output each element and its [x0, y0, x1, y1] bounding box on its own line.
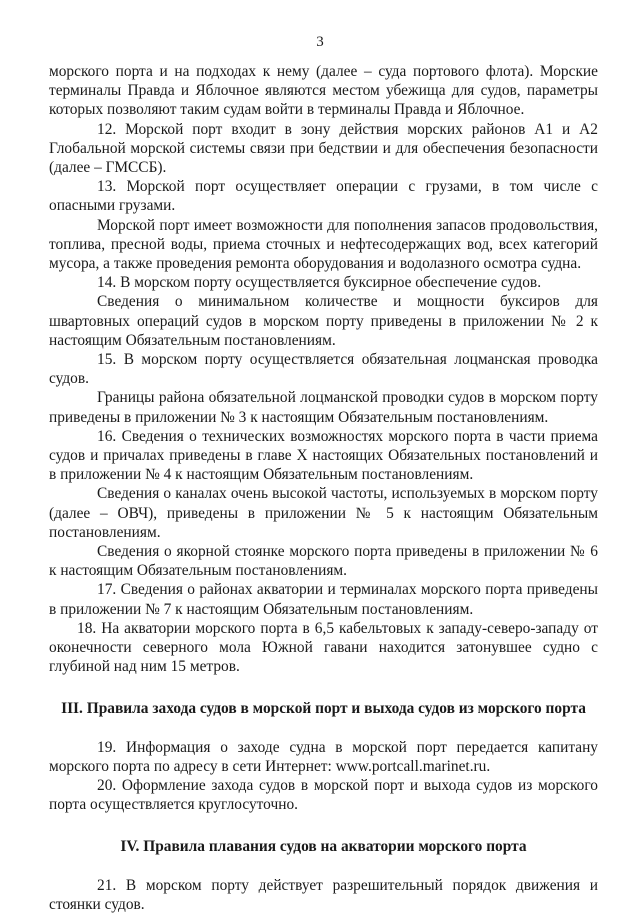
- paragraph-18: 18. На акватории морского порта в 6,5 кабельтовых к западу-северо-западу от оконечности северного мола Южной гавани находится затонувшее судно с глубиной над ним 15 метров.: [49, 619, 598, 676]
- paragraph-20: 20. Оформление захода судов в морской порт и выхода судов из морского порта осуществляется круглосуточно.: [49, 777, 598, 814]
- paragraph-16-vhf: Сведения о каналах очень высокой частоты, используемых в морском порту (далее – ОВЧ), приведены в приложении № 5 к настоящим Обязательным постановлениям.: [49, 485, 598, 541]
- paragraph-16: 16. Сведения о технических возможностях морского порта в части приема судов и причалах приведены в главе X настоящих Обязательных постановлений и в приложении № 4 к настоящим Обязательным постановлениям.: [49, 427, 598, 484]
- paragraph-15-pilotage: Границы района обязательной лоцманской проводки судов в морском порту приведены в приложении № 3 к настоящим Обязательным постановлениям.: [49, 389, 598, 426]
- paragraph-21: 21. В морском порту действует разрешительный порядок движения и стоянки судов.: [49, 876, 598, 913]
- section-heading-3: III. Правила захода судов в морской порт и выхода судов из морского порта: [61, 699, 586, 717]
- paragraph-16-anchorage: Сведения о якорной стоянке морского порта приведены в приложении № 6 к настоящим Обязательным постановлениям.: [49, 543, 598, 580]
- page-number: 3: [316, 34, 324, 50]
- paragraph-12: 12. Морской порт входит в зону действия морских районов А1 и А2 Глобальной морской системы связи при бедствии и для обеспечения безопасности (далее – ГМССБ).: [49, 120, 598, 177]
- paragraph-13-supplies: Морской порт имеет возможности для пополнения запасов продовольствия, топлива, пресной воды, приема сточных и нефтесодержащих вод, всех категорий мусора, а также проведения ремонта оборудования и водолазного осмотра судна.: [49, 216, 598, 273]
- paragraph-13: 13. Морской порт осуществляет операции с грузами, в том числе с опасными грузами.: [49, 178, 598, 215]
- document-body: [49, 62, 598, 914]
- paragraph-14: 14. В морском порту осуществляется буксирное обеспечение судов.: [97, 274, 542, 292]
- paragraph-15: 15. В морском порту осуществляется обязательная лоцманская проводка судов.: [49, 351, 598, 388]
- paragraph-17: 17. Сведения о районах акватории и терминалах морского порта приведены в приложении № 7 к настоящим Обязательным постановлениям.: [49, 581, 598, 618]
- section-heading-4: IV. Правила плавания судов на акватории морского порта: [120, 837, 527, 855]
- paragraph-14-tugs: Сведения о минимальном количестве и мощности буксиров для швартовных операций судов в морском порту приведены в приложении № 2 к настоящим Обязательным постановлениям.: [49, 293, 598, 349]
- paragraph-19: 19. Информация о заходе судна в морской порт передается капитану морского порта по адресу в сети Интернет: www.portcall.marinet.ru.: [49, 738, 598, 775]
- paragraph-continuation: морского порта и на подходах к нему (далее – суда портового флота). Морские терминалы Правда и Яблочное являются местом убежища для судов, параметры которых позволяют таким судам войти в терминалы Правда и Яблочное.: [49, 63, 598, 119]
